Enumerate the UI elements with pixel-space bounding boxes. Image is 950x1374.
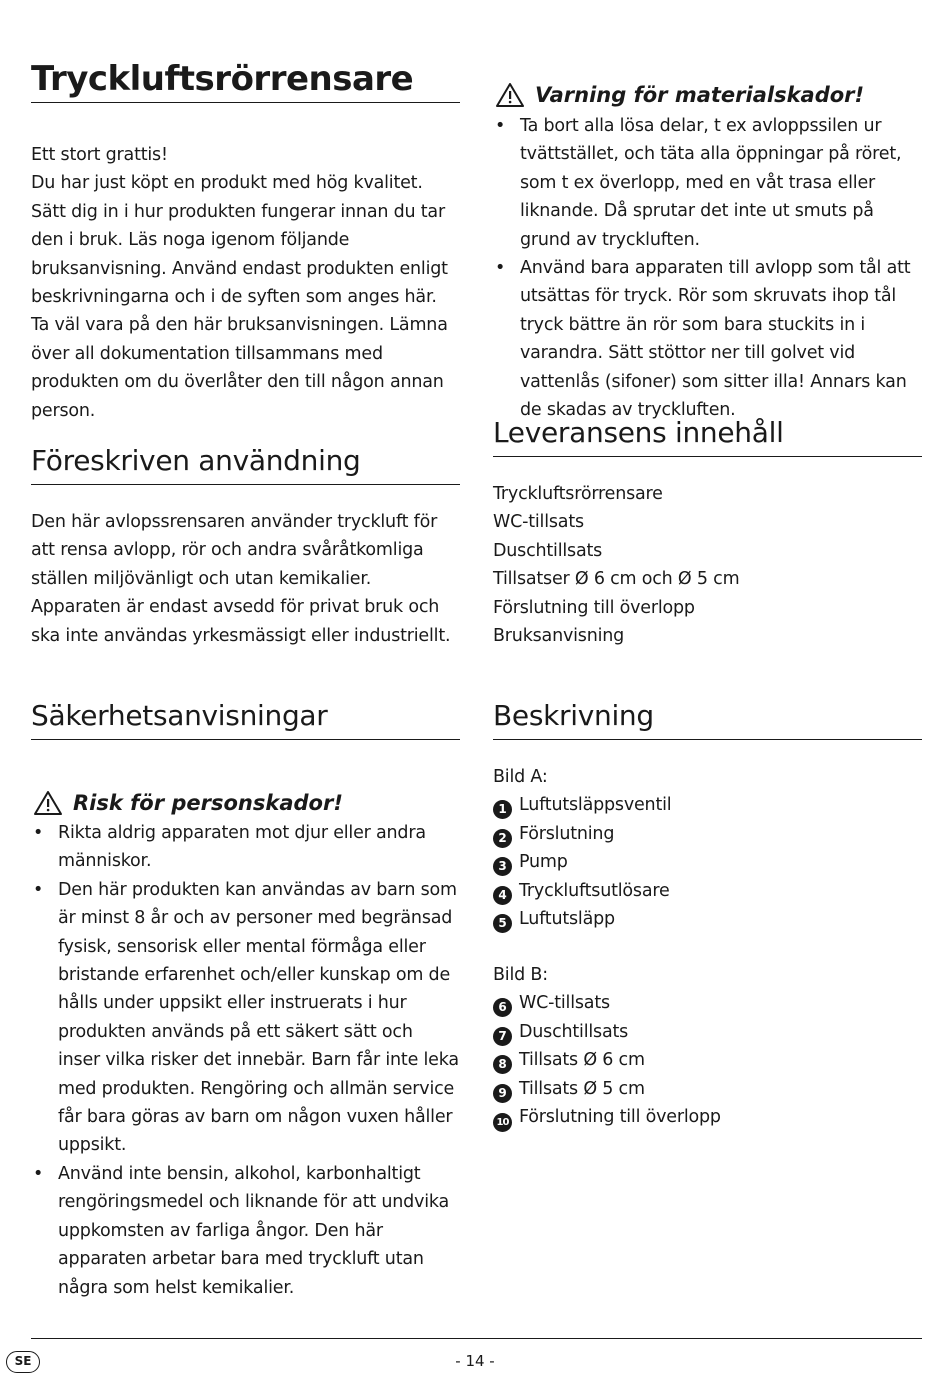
number-badge: 9 xyxy=(493,1084,512,1103)
material-warning-title xyxy=(495,81,864,109)
intended-use-line-1: Den här avlopssrensaren använder tryckluft för att rensa avlopp, rör och andra svåråtkomliga ställen miljövänligt och utan kemikalier. xyxy=(31,512,438,589)
delivery-item: Tillsatser Ø 6 cm och Ø 5 cm xyxy=(493,569,740,590)
number-badge: 3 xyxy=(493,857,512,876)
delivery-list xyxy=(493,480,739,650)
number-badge: 6 xyxy=(493,998,512,1017)
delivery-item: Bruksanvisning xyxy=(493,626,625,647)
personal-injury-warning-title xyxy=(33,789,343,817)
list-item xyxy=(493,791,671,819)
safety-heading: Säkerhetsanvisningar xyxy=(31,699,460,740)
number-badge: 7 xyxy=(493,1027,512,1046)
figure-b-list xyxy=(493,961,721,1132)
list-item xyxy=(493,989,721,1017)
personal-injury-warning-label: Risk för personskador! xyxy=(73,791,343,815)
intro-line-2: Du har just köpt en produkt med hög kvalitet. Sätt dig in i hur produkten fungerar innan du tar den i bruk. Läs noga igenom följande bruksanvisning. Använd endast produkten enligt beskrivningarna och i de syften som anges här. Ta väl vara på den här bruksanvisningen. Lämna över all dokumentation tillsammans med produkten om du överlåter den till någon annan person. xyxy=(31,173,448,421)
safety-bullet-3: • Använd inte bensin, alkohol, karbonhaltigt rengöringsmedel och liknande för att undvika uppkomsten av farliga ångor. Den här apparaten arbetar bara med tryckluft utan några som helst kemikalier. xyxy=(31,1160,460,1302)
list-item xyxy=(493,820,671,848)
list-item xyxy=(493,1046,721,1074)
description-heading: Beskrivning xyxy=(493,699,922,740)
part-label: Tryckluftsutlösare xyxy=(519,880,670,901)
material-bullet-list xyxy=(493,112,922,424)
safety-bullet-list xyxy=(31,819,460,1302)
intended-use-text xyxy=(31,508,460,650)
intended-use-line-2: Apparaten är endast avsedd för privat bruk och ska inte användas yrkesmässigt eller industriellt. xyxy=(31,597,451,646)
list-item xyxy=(493,905,671,933)
intro-text xyxy=(31,141,460,425)
part-label: Luftutsläpp xyxy=(519,909,615,930)
safety-bullet-2: • Den här produkten kan användas av barn som är minst 8 år och av personer med begränsad fysisk, sensorisk eller mental förmåga eller bristande erfarenhet och/eller kunskap om de hålls under uppsikt eller instruerats i hur produkten används på ett säkert sätt och inser vilka risker det innebär. Barn får inte leka med produkten. Rengöring och allmän service får bara göras av barn om någon vuxen håller uppsikt. xyxy=(31,876,460,1160)
warning-triangle-icon xyxy=(33,790,63,816)
delivery-heading: Leveransens innehåll xyxy=(493,416,922,457)
intro-line-1: Ett stort grattis! xyxy=(31,145,168,165)
part-label: Förslutning xyxy=(519,823,615,844)
number-badge: 2 xyxy=(493,829,512,848)
figure-b-label: Bild B: xyxy=(493,965,548,985)
part-label: Luftutsläppsventil xyxy=(519,795,672,816)
part-label: Tillsats Ø 5 cm xyxy=(519,1078,645,1099)
warning-triangle-icon xyxy=(495,82,525,108)
list-item xyxy=(493,1075,721,1103)
part-label: Duschtillsats xyxy=(519,1021,629,1042)
part-label: Tillsats Ø 6 cm xyxy=(519,1050,645,1071)
footer-divider xyxy=(31,1338,922,1339)
delivery-item: Duschtillsats xyxy=(493,540,603,561)
part-label: WC-tillsats xyxy=(519,993,610,1014)
intended-use-heading: Föreskriven användning xyxy=(31,444,460,485)
part-label: Pump xyxy=(519,852,568,873)
delivery-item: WC-tillsats xyxy=(493,512,584,533)
number-badge: 1 xyxy=(493,800,512,819)
figure-a-label: Bild A: xyxy=(493,767,548,787)
material-warning-label: Varning för materialskador! xyxy=(535,83,865,107)
language-badge: SE xyxy=(6,1351,40,1373)
list-item xyxy=(493,877,671,905)
material-bullet-1: • Ta bort alla lösa delar, t ex avloppssilen ur tvättstället, och täta alla öppningar på röret, som t ex överlopp, med en våt trasa eller liknande. Då sprutar det inte ut smuts på grund av tryckluften. xyxy=(493,112,922,254)
part-label: Förslutning till överlopp xyxy=(519,1107,721,1128)
list-item xyxy=(493,848,671,876)
material-bullet-2: • Använd bara apparaten till avlopp som tål att utsättas för tryck. Rör som skruvats ihop tål tryck bättre än rör som bara stuckits in i varandra. Sätt stöttor ner till golvet vid vattenlås (sifoner) som sitter illa! Annars kan de skadas av tryckluften. xyxy=(493,254,922,424)
list-item xyxy=(493,1018,721,1046)
page-number: - 14 - xyxy=(455,1352,495,1370)
number-badge: 10 xyxy=(493,1113,512,1132)
list-item xyxy=(493,1103,721,1132)
delivery-item: Tryckluftsrörrensare xyxy=(493,484,663,504)
number-badge: 8 xyxy=(493,1055,512,1074)
number-badge: 4 xyxy=(493,886,512,905)
delivery-item: Förslutning till överlopp xyxy=(493,597,695,618)
safety-bullet-1: • Rikta aldrig apparaten mot djur eller andra människor. xyxy=(31,819,460,876)
figure-a-list xyxy=(493,763,671,933)
number-badge: 5 xyxy=(493,914,512,933)
page-title: Tryckluftsrörrensare xyxy=(31,60,460,103)
